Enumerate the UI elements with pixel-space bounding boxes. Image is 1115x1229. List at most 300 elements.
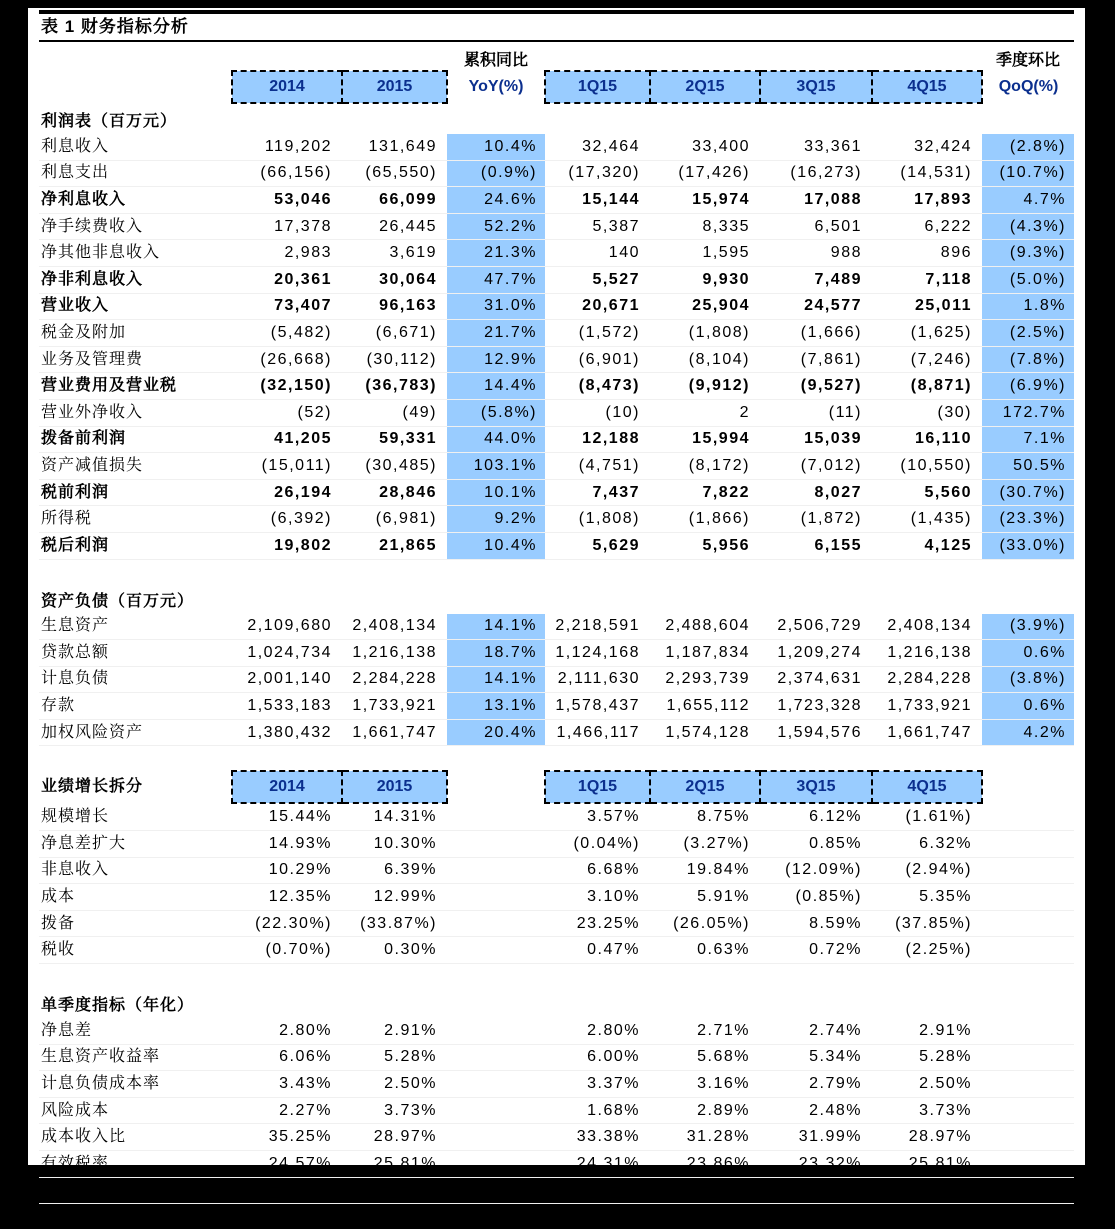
value-cell: 5,956 bbox=[650, 532, 760, 559]
yoy-value-cell: 12.9% bbox=[447, 346, 545, 373]
value-cell: 53,046 bbox=[232, 187, 342, 214]
row-label: 拨备 bbox=[39, 910, 232, 937]
value-cell: 2,374,631 bbox=[760, 666, 872, 693]
value-cell: 896 bbox=[872, 240, 982, 267]
yoy-value-cell: 14.1% bbox=[447, 614, 545, 640]
qoq-col-header: QoQ(%) bbox=[998, 78, 1059, 95]
yoy-value-cell: 31.0% bbox=[447, 293, 545, 320]
financial-table-grid bbox=[39, 42, 1074, 1204]
value-cell: (6,392) bbox=[232, 506, 342, 533]
value-cell: (22.30%) bbox=[232, 910, 342, 937]
value-cell: 96,163 bbox=[342, 293, 447, 320]
table-row bbox=[39, 346, 1074, 373]
value-cell: 2,109,680 bbox=[232, 614, 342, 640]
value-cell: 0.85% bbox=[760, 831, 872, 858]
value-cell: 7,489 bbox=[760, 266, 872, 293]
value-cell: (9,527) bbox=[760, 373, 872, 400]
value-cell: 5,387 bbox=[545, 213, 650, 240]
value-cell: 3.73% bbox=[872, 1097, 982, 1124]
value-cell: 25,011 bbox=[872, 293, 982, 320]
value-cell: 119,202 bbox=[232, 134, 342, 160]
qoq-value-cell: (9.3%) bbox=[982, 240, 1074, 267]
spacer-cell bbox=[39, 71, 232, 103]
value-cell: 8.59% bbox=[760, 910, 872, 937]
value-cell: 6,155 bbox=[760, 532, 872, 559]
table-row bbox=[39, 160, 1074, 187]
table-title: 表 1 财务指标分析 bbox=[39, 10, 1074, 42]
value-cell: 24.31% bbox=[545, 1151, 650, 1178]
value-cell: 1,209,274 bbox=[760, 640, 872, 667]
row-label: 营业外净收入 bbox=[39, 399, 232, 426]
value-cell: 73,407 bbox=[232, 293, 342, 320]
spacer-cell bbox=[342, 988, 447, 1018]
value-cell: 32,464 bbox=[545, 134, 650, 160]
quarter-col-header: 2Q15 bbox=[650, 771, 760, 803]
value-cell: 66,099 bbox=[342, 187, 447, 214]
value-cell: 20,361 bbox=[232, 266, 342, 293]
row-label: 税前利润 bbox=[39, 479, 232, 506]
group-label-qoq: 季度环比 bbox=[995, 52, 1060, 69]
value-cell: 2.91% bbox=[872, 1018, 982, 1044]
table-row bbox=[39, 857, 1074, 884]
table-row bbox=[39, 1124, 1074, 1151]
yoy-value-cell: 14.4% bbox=[447, 373, 545, 400]
value-cell: 2.27% bbox=[232, 1097, 342, 1124]
qoq-value-cell: 4.2% bbox=[982, 719, 1074, 746]
value-cell: 1,533,183 bbox=[232, 693, 342, 720]
value-cell: 6,222 bbox=[872, 213, 982, 240]
row-label: 营业费用及营业税 bbox=[39, 373, 232, 400]
table-row bbox=[39, 426, 1074, 453]
value-cell: 988 bbox=[760, 240, 872, 267]
yoy-value-cell: 10.4% bbox=[447, 532, 545, 559]
table-row bbox=[39, 884, 1074, 911]
value-cell: 7,822 bbox=[650, 479, 760, 506]
value-cell: 17,378 bbox=[232, 213, 342, 240]
value-cell: (8,473) bbox=[545, 373, 650, 400]
section-growth-decomposition bbox=[39, 770, 1074, 964]
qoq-value-cell bbox=[982, 1177, 1074, 1204]
spacer-cell bbox=[232, 584, 342, 614]
spacer-cell bbox=[39, 42, 232, 71]
spacer-cell bbox=[342, 104, 447, 134]
section-gap bbox=[39, 964, 1074, 988]
value-cell: 19,802 bbox=[232, 532, 342, 559]
value-cell: 2.79% bbox=[760, 1071, 872, 1098]
row-label: 净利息收入 bbox=[39, 187, 232, 214]
qoq-value-cell: (3.9%) bbox=[982, 614, 1074, 640]
section-title: 资产负债（百万元） bbox=[41, 592, 195, 610]
value-cell: (30,112) bbox=[342, 346, 447, 373]
value-cell: 1,723,328 bbox=[760, 693, 872, 720]
value-cell: 2.91% bbox=[342, 1018, 447, 1044]
value-cell: (66,156) bbox=[232, 160, 342, 187]
value-cell: (3.27%) bbox=[650, 831, 760, 858]
qoq-value-cell: 7.1% bbox=[982, 426, 1074, 453]
section-label-row bbox=[39, 104, 1074, 134]
yoy-value-cell bbox=[447, 831, 545, 858]
yoy-value-cell: 20.4% bbox=[447, 719, 545, 746]
row-label: 计息负债 bbox=[39, 666, 232, 693]
year-col-header: 2014 bbox=[232, 71, 342, 103]
value-cell: 1,124,168 bbox=[545, 640, 650, 667]
value-cell: 7,118 bbox=[872, 266, 982, 293]
value-cell: 9,930 bbox=[650, 266, 760, 293]
value-cell: 0.63% bbox=[650, 937, 760, 964]
table-row bbox=[39, 1151, 1074, 1178]
yoy-value-cell: 103.1% bbox=[447, 453, 545, 480]
value-cell: (16,273) bbox=[760, 160, 872, 187]
qoq-value-cell: (5.0%) bbox=[982, 266, 1074, 293]
value-cell: (26,668) bbox=[232, 346, 342, 373]
yoy-value-cell bbox=[447, 1071, 545, 1098]
yoy-value-cell: 13.1% bbox=[447, 693, 545, 720]
spacer-cell bbox=[447, 771, 545, 803]
col-group-row bbox=[39, 42, 1074, 71]
value-cell: (8,172) bbox=[650, 453, 760, 480]
yoy-value-cell bbox=[447, 1124, 545, 1151]
row-label: 规模增长 bbox=[39, 803, 232, 830]
quarter-col-header: 4Q15 bbox=[872, 71, 982, 103]
value-cell: 0.47% bbox=[545, 937, 650, 964]
value-cell: 2.50% bbox=[872, 1071, 982, 1098]
spacer-cell bbox=[982, 584, 1074, 614]
yoy-value-cell: 18.7% bbox=[447, 640, 545, 667]
row-label: 计息负债成本率 bbox=[39, 1071, 232, 1098]
table-row bbox=[39, 293, 1074, 320]
row-label: 加权风险资产 bbox=[39, 719, 232, 746]
value-cell: 5.68% bbox=[650, 1044, 760, 1071]
year-col-header: 2014 bbox=[232, 771, 342, 803]
row-label: 非息收入 bbox=[39, 857, 232, 884]
value-cell: 3.16% bbox=[760, 1177, 872, 1204]
row-label: 净其他非息收入 bbox=[39, 240, 232, 267]
value-cell: 1,216,138 bbox=[872, 640, 982, 667]
value-cell: 1,655,112 bbox=[650, 693, 760, 720]
table-row bbox=[39, 532, 1074, 559]
yoy-value-cell: 21.3% bbox=[447, 240, 545, 267]
value-cell: 1,466,117 bbox=[545, 719, 650, 746]
qoq-value-cell: 50.5% bbox=[982, 453, 1074, 480]
value-cell: 0.30% bbox=[342, 937, 447, 964]
value-cell: 5.28% bbox=[342, 1044, 447, 1071]
value-cell: (65,550) bbox=[342, 160, 447, 187]
row-label: 生息资产 bbox=[39, 614, 232, 640]
spacer-cell bbox=[342, 584, 447, 614]
row-label: 所得税 bbox=[39, 506, 232, 533]
spacer-cell bbox=[232, 42, 342, 71]
spacer-cell bbox=[447, 988, 545, 1018]
value-cell: 5.35% bbox=[872, 884, 982, 911]
value-cell: 2,293,739 bbox=[650, 666, 760, 693]
source-note: 资料来源：公司年报、中报和季报（2014-2015），海通证券研究所 bbox=[39, 1204, 1074, 1229]
value-cell: (11) bbox=[760, 399, 872, 426]
value-cell: 33.38% bbox=[545, 1124, 650, 1151]
value-cell: 12.35% bbox=[232, 884, 342, 911]
value-cell: 131,649 bbox=[342, 134, 447, 160]
value-cell: 1,216,138 bbox=[342, 640, 447, 667]
section-label-row bbox=[39, 988, 1074, 1018]
value-cell: 3.73% bbox=[342, 1097, 447, 1124]
table-row bbox=[39, 213, 1074, 240]
section-income-statement bbox=[39, 104, 1074, 560]
header-band bbox=[39, 42, 1074, 104]
qoq-value-cell bbox=[982, 803, 1074, 830]
value-cell: (7,012) bbox=[760, 453, 872, 480]
value-cell: 2.48% bbox=[760, 1097, 872, 1124]
row-label: 营业收入 bbox=[39, 293, 232, 320]
value-cell: (6,981) bbox=[342, 506, 447, 533]
table-row bbox=[39, 240, 1074, 267]
yoy-value-cell bbox=[447, 803, 545, 830]
table-row bbox=[39, 937, 1074, 964]
value-cell: 12,188 bbox=[545, 426, 650, 453]
row-label: 拨备前利润 bbox=[39, 426, 232, 453]
value-cell: (1,872) bbox=[760, 506, 872, 533]
quarter-col-header: 3Q15 bbox=[760, 771, 872, 803]
value-cell: (4,751) bbox=[545, 453, 650, 480]
spacer-cell bbox=[447, 584, 545, 614]
value-cell: (0.70%) bbox=[232, 937, 342, 964]
qoq-value-cell bbox=[982, 1097, 1074, 1124]
value-cell: 33,400 bbox=[650, 134, 760, 160]
qoq-value-cell: (2.8%) bbox=[982, 134, 1074, 160]
value-cell: (8,871) bbox=[872, 373, 982, 400]
value-cell: 2,408,134 bbox=[342, 614, 447, 640]
section-title: 利润表（百万元） bbox=[41, 113, 178, 130]
yoy-value-cell: (0.9%) bbox=[447, 160, 545, 187]
value-cell: (7,246) bbox=[872, 346, 982, 373]
qoq-value-cell bbox=[982, 1151, 1074, 1178]
value-cell: 2,488,604 bbox=[650, 614, 760, 640]
group-label-yoy: 累积同比 bbox=[463, 52, 528, 69]
value-cell: 5,629 bbox=[545, 532, 650, 559]
value-cell: (1,435) bbox=[872, 506, 982, 533]
value-cell: (30) bbox=[872, 399, 982, 426]
yoy-value-cell bbox=[447, 1044, 545, 1071]
value-cell: 12.99% bbox=[342, 884, 447, 911]
value-cell: 23.86% bbox=[650, 1151, 760, 1178]
spacer-cell bbox=[545, 42, 650, 71]
spacer-cell bbox=[545, 104, 650, 134]
qoq-value-cell bbox=[982, 1018, 1074, 1044]
table-row bbox=[39, 614, 1074, 640]
value-cell: 1,024,734 bbox=[232, 640, 342, 667]
value-cell: 2.80% bbox=[232, 1018, 342, 1044]
value-cell: (14,531) bbox=[872, 160, 982, 187]
value-cell: (2.94%) bbox=[872, 857, 982, 884]
value-cell: 24.57% bbox=[232, 1151, 342, 1178]
value-cell: 8.75% bbox=[650, 803, 760, 830]
yoy-value-cell: 52.2% bbox=[447, 213, 545, 240]
qoq-value-cell bbox=[982, 857, 1074, 884]
row-label: 生息资产收益率 bbox=[39, 1044, 232, 1071]
value-cell: 2,506,729 bbox=[760, 614, 872, 640]
value-cell: (52) bbox=[232, 399, 342, 426]
value-cell: 25.81% bbox=[872, 1151, 982, 1178]
yoy-value-cell bbox=[447, 1018, 545, 1044]
value-cell: (0.85%) bbox=[760, 884, 872, 911]
table-row bbox=[39, 1097, 1074, 1124]
year-col-header: 2015 bbox=[342, 771, 447, 803]
value-cell: (1,866) bbox=[650, 506, 760, 533]
qoq-value-cell bbox=[982, 1124, 1074, 1151]
value-cell: (9,912) bbox=[650, 373, 760, 400]
value-cell: 6.39% bbox=[342, 857, 447, 884]
row-label: 贷款总额 bbox=[39, 640, 232, 667]
spacer-cell bbox=[872, 42, 982, 71]
table-row bbox=[39, 803, 1074, 830]
value-cell: 3.16% bbox=[650, 1071, 760, 1098]
value-cell: 140 bbox=[545, 240, 650, 267]
value-cell: 2,983 bbox=[232, 240, 342, 267]
qoq-value-cell: 0.6% bbox=[982, 693, 1074, 720]
value-cell: 15,039 bbox=[760, 426, 872, 453]
year-col-header: 2015 bbox=[342, 71, 447, 103]
quarter-col-header: 2Q15 bbox=[650, 71, 760, 103]
value-cell: 3,619 bbox=[342, 240, 447, 267]
value-cell: 6.06% bbox=[232, 1044, 342, 1071]
spacer-cell bbox=[650, 104, 760, 134]
spacer-cell bbox=[760, 42, 872, 71]
qoq-value-cell bbox=[982, 831, 1074, 858]
quarter-col-header: 3Q15 bbox=[760, 71, 872, 103]
value-cell: 1,661,747 bbox=[872, 719, 982, 746]
value-cell: 28,846 bbox=[342, 479, 447, 506]
yoy-value-cell: 21.7% bbox=[447, 320, 545, 347]
value-cell: (1,808) bbox=[545, 506, 650, 533]
value-cell: 31.28% bbox=[650, 1124, 760, 1151]
value-cell: 1,733,921 bbox=[872, 693, 982, 720]
qoq-value-cell bbox=[982, 1044, 1074, 1071]
table-row bbox=[39, 666, 1074, 693]
value-cell: 14.31% bbox=[342, 803, 447, 830]
table-row bbox=[39, 134, 1074, 160]
quarter-col-header: 1Q15 bbox=[545, 771, 650, 803]
spacer-cell bbox=[545, 988, 650, 1018]
table-row bbox=[39, 399, 1074, 426]
value-cell: 41,205 bbox=[232, 426, 342, 453]
yoy-value-cell: 44.0% bbox=[447, 426, 545, 453]
yoy-value-cell: 14.1% bbox=[447, 666, 545, 693]
value-cell: (33.87%) bbox=[342, 910, 447, 937]
row-label: 利息收入 bbox=[39, 134, 232, 160]
value-cell: 31.99% bbox=[760, 1124, 872, 1151]
qoq-value-cell: (4.3%) bbox=[982, 213, 1074, 240]
row-label: 成本收入比 bbox=[39, 1124, 232, 1151]
value-cell: 16,110 bbox=[872, 426, 982, 453]
value-cell: 26,194 bbox=[232, 479, 342, 506]
yoy-value-cell bbox=[447, 937, 545, 964]
value-cell: 2 bbox=[650, 399, 760, 426]
value-cell: (2.25%) bbox=[872, 937, 982, 964]
table-row bbox=[39, 910, 1074, 937]
yoy-value-cell: 9.2% bbox=[447, 506, 545, 533]
value-cell: (17,320) bbox=[545, 160, 650, 187]
spacer-cell bbox=[650, 42, 760, 71]
table-row bbox=[39, 693, 1074, 720]
value-cell: 15,994 bbox=[650, 426, 760, 453]
quarter-col-header: 4Q15 bbox=[872, 771, 982, 803]
table-row bbox=[39, 453, 1074, 480]
spacer-cell bbox=[760, 104, 872, 134]
value-cell: (5,482) bbox=[232, 320, 342, 347]
table-row bbox=[39, 719, 1074, 746]
row-label: 有效税率 bbox=[39, 1151, 232, 1178]
qoq-value-cell: (2.5%) bbox=[982, 320, 1074, 347]
section-gap bbox=[39, 746, 1074, 770]
yoy-value-cell bbox=[447, 1097, 545, 1124]
yoy-value-cell bbox=[447, 857, 545, 884]
value-cell: 33,361 bbox=[760, 134, 872, 160]
yoy-col-header: YoY(%) bbox=[468, 78, 524, 95]
value-cell: 5.34% bbox=[760, 1044, 872, 1071]
value-cell: 5.91% bbox=[650, 884, 760, 911]
value-cell: (1,666) bbox=[760, 320, 872, 347]
spacer-cell bbox=[447, 104, 545, 134]
value-cell: 2,408,134 bbox=[872, 614, 982, 640]
value-cell: 1.68% bbox=[545, 1097, 650, 1124]
value-cell: (6,671) bbox=[342, 320, 447, 347]
value-cell: 3.57% bbox=[545, 803, 650, 830]
spacer-cell bbox=[760, 584, 872, 614]
value-cell: (17,426) bbox=[650, 160, 760, 187]
value-cell: (6,901) bbox=[545, 346, 650, 373]
qoq-value-cell: (3.8%) bbox=[982, 666, 1074, 693]
row-label: 风险成本 bbox=[39, 1097, 232, 1124]
section-title: 业绩增长拆分 bbox=[41, 778, 144, 796]
value-cell: 2.20% bbox=[545, 1177, 650, 1204]
value-cell: 25,904 bbox=[650, 293, 760, 320]
quarter-col-header: 1Q15 bbox=[545, 71, 650, 103]
table-row bbox=[39, 266, 1074, 293]
yoy-value-cell bbox=[447, 910, 545, 937]
value-cell: 1,733,921 bbox=[342, 693, 447, 720]
section-title: 单季度指标（年化） bbox=[41, 997, 195, 1015]
qoq-value-cell: 4.7% bbox=[982, 187, 1074, 214]
spacer-cell bbox=[982, 104, 1074, 134]
section-balance-sheet bbox=[39, 584, 1074, 747]
table-row bbox=[39, 1018, 1074, 1044]
value-cell: (0.04%) bbox=[545, 831, 650, 858]
value-cell: (8,104) bbox=[650, 346, 760, 373]
section-label-row bbox=[39, 584, 1074, 614]
table-row bbox=[39, 640, 1074, 667]
yoy-value-cell bbox=[447, 1177, 545, 1204]
value-cell: 4,125 bbox=[872, 532, 982, 559]
spacer-cell bbox=[545, 584, 650, 614]
value-cell: 10.29% bbox=[232, 857, 342, 884]
value-cell: (10,550) bbox=[872, 453, 982, 480]
row-label: 净非利息收入 bbox=[39, 266, 232, 293]
table-row bbox=[39, 320, 1074, 347]
qoq-value-cell: 172.7% bbox=[982, 399, 1074, 426]
qoq-value-cell: 0.6% bbox=[982, 640, 1074, 667]
value-cell: (37.85%) bbox=[872, 910, 982, 937]
row-label: 成本 bbox=[39, 884, 232, 911]
qoq-value-cell: (6.9%) bbox=[982, 373, 1074, 400]
col-header-row bbox=[39, 71, 1074, 103]
qoq-value-cell: (30.7%) bbox=[982, 479, 1074, 506]
table-row bbox=[39, 506, 1074, 533]
qoq-value-cell bbox=[982, 910, 1074, 937]
value-cell: 28.97% bbox=[342, 1124, 447, 1151]
table-row bbox=[39, 831, 1074, 858]
spacer-cell bbox=[982, 771, 1074, 803]
value-cell: (1,625) bbox=[872, 320, 982, 347]
value-cell: 6.12% bbox=[760, 803, 872, 830]
row-label: 业务及管理费 bbox=[39, 346, 232, 373]
